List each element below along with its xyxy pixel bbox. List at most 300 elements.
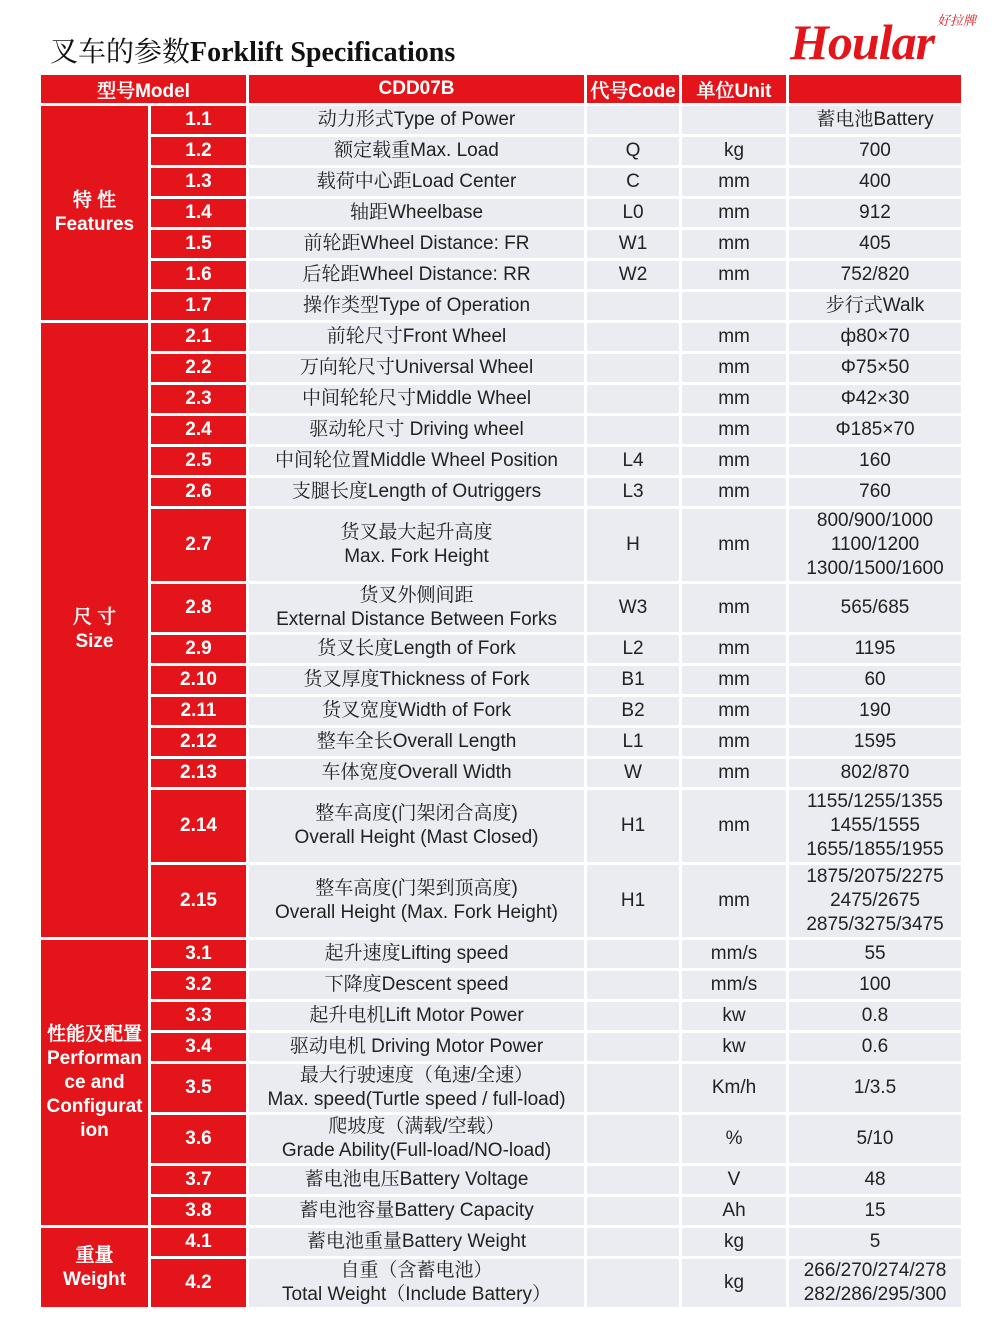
section-label-en-line: Performan — [46, 1047, 143, 1069]
table-row — [41, 759, 961, 787]
value-line: 1300/1500/1600 — [806, 558, 944, 579]
row-description — [249, 584, 584, 632]
description-line: 蓄电池容量Battery Capacity — [299, 1200, 534, 1221]
title-cn: 叉车的参数 — [50, 35, 191, 68]
row-code: H1 — [587, 790, 679, 862]
row-unit: mm — [682, 697, 786, 725]
row-number: 2.4 — [151, 416, 246, 444]
row-unit: mm — [682, 230, 786, 258]
value-line: 60 — [864, 669, 886, 690]
section-label-cn: 性能及配置 — [46, 1023, 142, 1045]
table-row — [41, 1033, 961, 1061]
row-code — [587, 1064, 679, 1112]
row-code — [587, 1002, 679, 1030]
row-description — [249, 385, 584, 413]
row-number: 1.1 — [151, 106, 246, 134]
description-line: 货叉厚度Thickness of Fork — [303, 669, 530, 690]
row-code — [587, 1197, 679, 1225]
table-row — [41, 1002, 961, 1030]
value-line: 5/10 — [856, 1128, 894, 1149]
value-line: 0.8 — [861, 1005, 889, 1026]
value-line: Φ185×70 — [835, 419, 915, 440]
value-line: 2475/2675 — [830, 890, 920, 911]
row-unit: mm — [682, 385, 786, 413]
row-number: 3.8 — [151, 1197, 246, 1225]
row-value — [789, 940, 961, 968]
value-line: 700 — [859, 140, 891, 161]
description-line: 操作类型Type of Operation — [302, 295, 531, 316]
row-number: 3.2 — [151, 971, 246, 999]
section-label-en: Size — [75, 631, 114, 652]
description-line: 货叉外侧间距 — [359, 585, 474, 606]
row-code: B2 — [587, 697, 679, 725]
row-number: 2.12 — [151, 728, 246, 756]
row-code: W3 — [587, 584, 679, 632]
row-code: Q — [587, 137, 679, 165]
row-code: C — [587, 168, 679, 196]
description-line: 车体宽度Overall Width — [321, 762, 512, 783]
section-label-en-line: Configurat — [46, 1095, 143, 1117]
row-value — [789, 199, 961, 227]
col-header-model-value: CDD07B — [249, 75, 584, 103]
table-row — [41, 1197, 961, 1225]
value-line: 蓄电池Battery — [816, 109, 934, 130]
row-value — [789, 666, 961, 694]
value-line: 1100/1200 — [830, 534, 920, 555]
row-unit — [682, 106, 786, 134]
row-description — [249, 635, 584, 663]
table-row — [41, 865, 961, 937]
row-description — [249, 1228, 584, 1256]
section-label — [41, 940, 148, 1225]
row-description — [249, 971, 584, 999]
row-value — [789, 1002, 961, 1030]
spec-table — [38, 72, 964, 1310]
section-label-en — [41, 1047, 148, 1143]
row-unit: mm — [682, 416, 786, 444]
row-description — [249, 1033, 584, 1061]
row-number: 3.7 — [151, 1166, 246, 1194]
row-code — [587, 971, 679, 999]
row-value — [789, 971, 961, 999]
row-value — [789, 354, 961, 382]
row-number: 2.1 — [151, 323, 246, 351]
table-row — [41, 971, 961, 999]
row-number: 3.1 — [151, 940, 246, 968]
value-line: 565/685 — [840, 597, 910, 618]
row-value — [789, 385, 961, 413]
value-line: 400 — [859, 171, 891, 192]
table-row — [41, 1064, 961, 1112]
row-description — [249, 199, 584, 227]
description-line: 驱动轮尺寸 Driving wheel — [309, 419, 524, 440]
row-value — [789, 447, 961, 475]
description-line: 中间轮轮尺寸Middle Wheel — [301, 388, 532, 409]
row-code — [587, 354, 679, 382]
table-row — [41, 292, 961, 320]
row-value — [789, 759, 961, 787]
header-row — [41, 75, 961, 103]
col-header-unit: 单位Unit — [682, 75, 786, 103]
table-row — [41, 106, 961, 134]
row-number: 3.5 — [151, 1064, 246, 1112]
table-row — [41, 261, 961, 289]
row-value — [789, 416, 961, 444]
table-row — [41, 137, 961, 165]
description-line: 支腿长度Length of Outriggers — [291, 481, 542, 502]
description-line: 整车全长Overall Length — [316, 731, 517, 752]
row-description — [249, 1115, 584, 1163]
row-description — [249, 1002, 584, 1030]
value-line: 1195 — [854, 638, 896, 659]
description-line: 自重（含蓄电池） — [340, 1260, 493, 1281]
row-description — [249, 230, 584, 258]
table-row — [41, 1166, 961, 1194]
description-line: 载荷中心距Load Center — [316, 171, 517, 192]
section-label — [41, 1228, 148, 1307]
description-line: 整车高度(门架闭合高度) — [315, 803, 518, 824]
row-value — [789, 509, 961, 581]
value-line: 282/286/295/300 — [803, 1284, 947, 1305]
section-label — [41, 106, 148, 320]
row-unit: Km/h — [682, 1064, 786, 1112]
row-code — [587, 1166, 679, 1194]
description-line: Grade Ability(Full-load/NO-load) — [281, 1140, 552, 1161]
row-number: 2.7 — [151, 509, 246, 581]
description-line: 万向轮尺寸Universal Wheel — [299, 357, 534, 378]
value-line: 1455/1555 — [830, 815, 920, 836]
row-code: W — [587, 759, 679, 787]
row-code: W2 — [587, 261, 679, 289]
row-description — [249, 790, 584, 862]
row-unit: kw — [682, 1002, 786, 1030]
value-line: 1155/1255/1355 — [807, 791, 943, 812]
row-code: H — [587, 509, 679, 581]
row-code — [587, 385, 679, 413]
row-value — [789, 1115, 961, 1163]
value-line: 1595 — [853, 731, 897, 752]
row-code: W1 — [587, 230, 679, 258]
description-line: 轴距Wheelbase — [349, 202, 484, 223]
col-header-code: 代号Code — [587, 75, 679, 103]
row-description — [249, 509, 584, 581]
value-line: 802/870 — [840, 762, 910, 783]
description-line: Max. speed(Turtle speed / full-load) — [267, 1089, 566, 1110]
row-unit: % — [682, 1115, 786, 1163]
row-description — [249, 447, 584, 475]
table-row — [41, 728, 961, 756]
row-description — [249, 666, 584, 694]
table-row — [41, 1228, 961, 1256]
table-row — [41, 790, 961, 862]
row-unit: mm — [682, 666, 786, 694]
col-header-model: 型号Model — [41, 75, 246, 103]
section-label — [41, 323, 148, 937]
row-number: 1.7 — [151, 292, 246, 320]
row-number: 2.8 — [151, 584, 246, 632]
value-line: 1/3.5 — [853, 1077, 897, 1098]
col-header-value — [789, 75, 961, 103]
table-row — [41, 635, 961, 663]
section-label-en: Features — [54, 214, 135, 235]
table-row — [41, 199, 961, 227]
description-line: 货叉最大起升高度 — [340, 522, 493, 543]
section-label-cn: 特 性 — [72, 190, 117, 211]
description-line: Overall Height (Max. Fork Height) — [275, 902, 558, 923]
row-number: 2.2 — [151, 354, 246, 382]
row-number: 2.10 — [151, 666, 246, 694]
value-line: 1875/2075/2275 — [806, 866, 944, 887]
row-number: 2.6 — [151, 478, 246, 506]
row-code: L4 — [587, 447, 679, 475]
section-label-en: Weight — [63, 1268, 126, 1290]
row-unit: mm — [682, 199, 786, 227]
row-unit — [682, 292, 786, 320]
row-number: 4.2 — [151, 1259, 246, 1307]
table-row — [41, 168, 961, 196]
section-label-en-line: ce and — [64, 1071, 125, 1093]
description-line: 整车高度(门架到顶高度) — [315, 878, 518, 899]
page-title — [50, 30, 455, 70]
row-description — [249, 697, 584, 725]
value-line: Φ75×50 — [840, 357, 910, 378]
row-number: 2.3 — [151, 385, 246, 413]
row-unit: mm — [682, 759, 786, 787]
row-description — [249, 292, 584, 320]
row-number: 2.15 — [151, 865, 246, 937]
brand-name: Hoular — [790, 14, 935, 70]
row-code: L3 — [587, 478, 679, 506]
row-value — [789, 1166, 961, 1194]
row-value — [789, 261, 961, 289]
row-unit: V — [682, 1166, 786, 1194]
row-code: B1 — [587, 666, 679, 694]
row-unit: kg — [682, 137, 786, 165]
value-line: 190 — [859, 700, 891, 721]
row-unit: Ah — [682, 1197, 786, 1225]
row-unit: mm/s — [682, 940, 786, 968]
section-label-cn: 尺 寸 — [72, 607, 117, 628]
description-line: Total Weight（Include Battery） — [282, 1284, 551, 1305]
row-value — [789, 292, 961, 320]
row-number: 1.3 — [151, 168, 246, 196]
row-code — [587, 1115, 679, 1163]
value-line: 760 — [859, 481, 891, 502]
row-value — [789, 230, 961, 258]
description-line: 后轮距Wheel Distance: RR — [302, 264, 531, 285]
table-row — [41, 230, 961, 258]
row-number: 4.1 — [151, 1228, 246, 1256]
row-value — [789, 728, 961, 756]
row-description — [249, 323, 584, 351]
value-line: ф80×70 — [840, 326, 910, 347]
row-unit: mm — [682, 728, 786, 756]
value-line: Φ42×30 — [840, 388, 910, 409]
row-unit: kw — [682, 1033, 786, 1061]
row-description — [249, 354, 584, 382]
row-description — [249, 478, 584, 506]
row-description — [249, 865, 584, 937]
row-value — [789, 478, 961, 506]
row-number: 2.11 — [151, 697, 246, 725]
description-line: Overall Height (Mast Closed) — [294, 827, 539, 848]
description-line: 蓄电池重量Battery Weight — [306, 1231, 527, 1252]
description-line: 最大行驶速度（龟速/全速） — [299, 1065, 534, 1086]
row-description — [249, 1166, 584, 1194]
table-row — [41, 478, 961, 506]
table-row — [41, 666, 961, 694]
row-value — [789, 1033, 961, 1061]
row-unit: kg — [682, 1259, 786, 1307]
value-line: 800/900/1000 — [816, 510, 934, 531]
row-code — [587, 106, 679, 134]
description-line: 前轮尺寸Front Wheel — [326, 326, 507, 347]
row-value — [789, 1064, 961, 1112]
section-label-en-line: ion — [80, 1119, 109, 1141]
value-line: 752/820 — [840, 264, 910, 285]
table-row — [41, 323, 961, 351]
row-code — [587, 416, 679, 444]
row-description — [249, 261, 584, 289]
row-code — [587, 323, 679, 351]
row-number: 3.3 — [151, 1002, 246, 1030]
row-number: 1.4 — [151, 199, 246, 227]
description-line: 起升速度Lifting speed — [324, 943, 509, 964]
table-row — [41, 354, 961, 382]
description-line: 货叉长度Length of Fork — [317, 638, 516, 659]
description-line: 额定载重Max. Load — [334, 140, 499, 161]
row-code — [587, 1259, 679, 1307]
section-label-cn: 重量 — [75, 1244, 114, 1266]
row-number: 2.13 — [151, 759, 246, 787]
value-line: 5 — [869, 1231, 881, 1252]
description-line: 前轮距Wheel Distance: FR — [303, 233, 530, 254]
description-line: 中间轮位置Middle Wheel Position — [275, 450, 558, 471]
table-row — [41, 509, 961, 581]
value-line: 15 — [864, 1200, 886, 1221]
row-value — [789, 790, 961, 862]
table-row — [41, 940, 961, 968]
row-number: 1.6 — [151, 261, 246, 289]
row-code — [587, 940, 679, 968]
table-row — [41, 385, 961, 413]
description-line: 爬坡度（满载/空载） — [328, 1116, 505, 1137]
description-line: External Distance Between Forks — [276, 609, 557, 630]
table-row — [41, 584, 961, 632]
row-unit: mm — [682, 865, 786, 937]
table-row — [41, 416, 961, 444]
row-unit: mm — [682, 447, 786, 475]
value-line: 0.6 — [861, 1036, 889, 1057]
row-description — [249, 940, 584, 968]
value-line: 160 — [859, 450, 891, 471]
value-line: 1655/1855/1955 — [806, 839, 944, 860]
row-unit: mm — [682, 509, 786, 581]
value-line: 912 — [859, 202, 891, 223]
value-line: 2875/3275/3475 — [806, 914, 944, 935]
value-line: 100 — [859, 974, 891, 995]
row-code: H1 — [587, 865, 679, 937]
row-unit: mm — [682, 354, 786, 382]
description-line: Max. Fork Height — [344, 546, 489, 567]
row-code: L0 — [587, 199, 679, 227]
row-value — [789, 697, 961, 725]
row-description — [249, 728, 584, 756]
row-unit: mm — [682, 635, 786, 663]
row-number: 3.6 — [151, 1115, 246, 1163]
table-row — [41, 1259, 961, 1307]
value-line: 48 — [864, 1169, 886, 1190]
row-unit: kg — [682, 1228, 786, 1256]
row-number: 1.2 — [151, 137, 246, 165]
title-en: Forklift Specifications — [190, 37, 456, 68]
value-line: 266/270/274/278 — [803, 1260, 947, 1281]
row-description — [249, 759, 584, 787]
value-line: 步行式Walk — [825, 295, 925, 316]
row-value — [789, 137, 961, 165]
row-value — [789, 1197, 961, 1225]
row-value — [789, 584, 961, 632]
row-unit: mm — [682, 261, 786, 289]
row-number: 3.4 — [151, 1033, 246, 1061]
table-row — [41, 697, 961, 725]
row-value — [789, 635, 961, 663]
table-row — [41, 447, 961, 475]
value-line: 405 — [859, 233, 891, 254]
row-code: L1 — [587, 728, 679, 756]
row-description — [249, 1064, 584, 1112]
row-description — [249, 168, 584, 196]
row-unit: mm — [682, 790, 786, 862]
row-description — [249, 1197, 584, 1225]
row-number: 2.14 — [151, 790, 246, 862]
row-description — [249, 137, 584, 165]
row-description — [249, 106, 584, 134]
row-value — [789, 1228, 961, 1256]
row-code — [587, 292, 679, 320]
row-value — [789, 168, 961, 196]
table-row — [41, 1115, 961, 1163]
description-line: 蓄电池电压Battery Voltage — [304, 1169, 529, 1190]
row-value — [789, 865, 961, 937]
description-line: 下降度Descent speed — [324, 974, 509, 995]
row-code — [587, 1033, 679, 1061]
row-unit: mm — [682, 478, 786, 506]
row-unit: mm — [682, 323, 786, 351]
description-line: 驱动电机 Driving Motor Power — [289, 1036, 544, 1057]
row-code — [587, 1228, 679, 1256]
row-description — [249, 416, 584, 444]
description-line: 动力形式Type of Power — [317, 109, 516, 130]
row-value — [789, 106, 961, 134]
row-unit: mm — [682, 584, 786, 632]
brand-logo — [790, 14, 980, 70]
spec-body — [41, 106, 961, 1307]
row-number: 1.5 — [151, 230, 246, 258]
row-description — [249, 1259, 584, 1307]
row-number: 2.9 — [151, 635, 246, 663]
description-line: 起升电机Lift Motor Power — [309, 1005, 524, 1026]
brand-cn: 好拉牌 — [936, 14, 976, 29]
row-value — [789, 1259, 961, 1307]
row-value — [789, 323, 961, 351]
row-number: 2.5 — [151, 447, 246, 475]
value-line: 55 — [864, 943, 886, 964]
row-code: L2 — [587, 635, 679, 663]
description-line: 货叉宽度Width of Fork — [322, 700, 511, 721]
row-unit: mm — [682, 168, 786, 196]
row-unit: mm/s — [682, 971, 786, 999]
